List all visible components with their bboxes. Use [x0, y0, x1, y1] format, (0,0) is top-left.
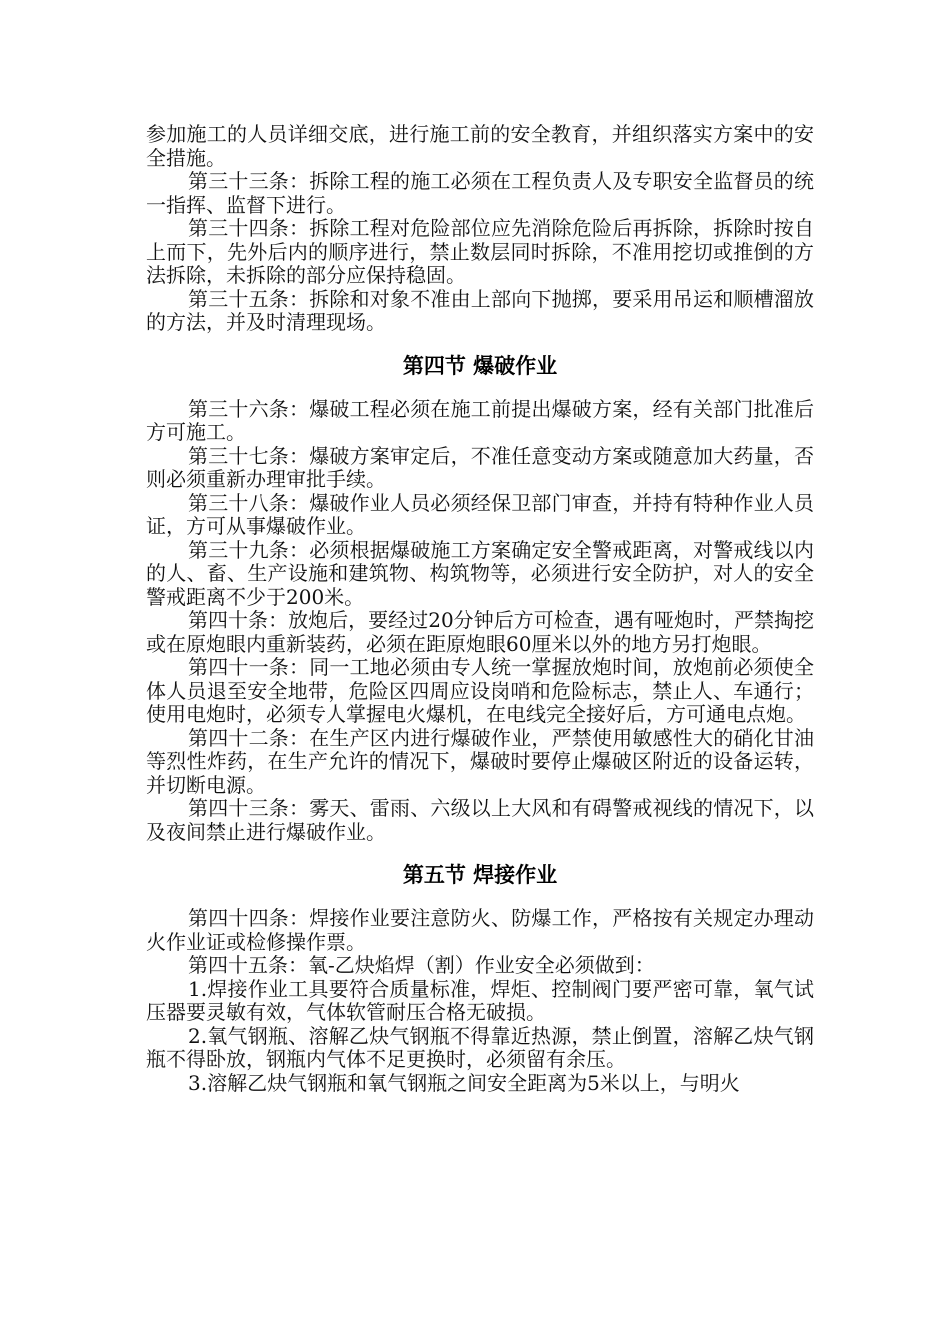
document-page [146, 123, 814, 1095]
list-item-1: 1.焊接作业工具要符合质量标准，焊炬、控制阀门要严密可靠，氧气试压器要灵敏有效，气体软管耐压合格无破损。 [146, 976, 814, 1024]
article-34: 第三十四条：拆除工程对危险部位应先消除危险后再拆除，拆除时按自上而下，先外后内的顺序进行，禁止数层同时拆除，不准用挖切或推倒的方法拆除，未拆除的部分应保持稳固。 [146, 216, 814, 287]
article-43: 第四十三条：雾天、雷雨、六级以上大风和有碍警戒视线的情况下，以及夜间禁止进行爆破作业。 [146, 796, 814, 844]
article-41: 第四十一条：同一工地必须由专人统一掌握放炮时间，放炮前必须使全体人员退至安全地带，危险区四周应设岗哨和危险标志，禁止人、车通行；使用电炮时，必须专人掌握电火爆机，在电线完全接好后，方可通电点炮。 [146, 655, 814, 726]
list-item-3: 3.溶解乙炔气钢瓶和氧气钢瓶之间安全距离为5米以上，与明火 [188, 1070, 740, 1095]
section-heading-blasting: 第四节 爆破作业 [402, 353, 558, 378]
article-44: 第四十四条：焊接作业要注意防火、防爆工作，严格按有关规定办理动火作业证或检修操作票。 [146, 906, 814, 954]
article-42: 第四十二条：在生产区内进行爆破作业，严禁使用敏感性大的硝化甘油等烈性炸药，在生产允许的情况下，爆破时要停止爆破区附近的设备运转，并切断电源。 [146, 725, 814, 797]
article-40: 第四十条：放炮后，要经过20分钟后方可检查，遇有哑炮时，严禁掏挖或在原炮眼内重新装药，必须在距原炮眼60厘米以外的地方另打炮眼。 [146, 608, 814, 656]
article-35: 第三十五条：拆除和对象不准由上部向下抛掷，要采用吊运和顺槽溜放的方法，并及时清理现场。 [146, 286, 814, 334]
list-item-2: 2.氧气钢瓶、溶解乙炔气钢瓶不得靠近热源，禁止倒置，溶解乙炔气钢瓶不得卧放，钢瓶内气体不足更换时，必须留有余压。 [146, 1023, 814, 1071]
paragraph: 参加施工的人员详细交底，进行施工前的安全教育，并组织落实方案中的安全措施。 [146, 122, 814, 170]
article-38: 第三十八条：爆破作业人员必须经保卫部门审查，并持有特种作业人员证，方可从事爆破作业。 [146, 490, 814, 538]
article-33: 第三十三条：拆除工程的施工必须在工程负责人及专职安全监督员的统一指挥、监督下进行。 [146, 169, 814, 217]
section-heading-welding: 第五节 焊接作业 [402, 863, 558, 887]
article-36: 第三十六条：爆破工程必须在施工前提出爆破方案，经有关部门批准后方可施工。 [146, 396, 814, 444]
article-39: 第三十九条：必须根据爆破施工方案确定安全警戒距离，对警戒线以内的人、畜、生产设施和建筑物、构筑物等，必须进行安全防护，对人的安全警戒距离不少于200米。 [146, 537, 814, 609]
article-45: 第四十五条：氧-乙炔焰焊（割）作业安全必须做到： [188, 953, 655, 977]
article-37: 第三十七条：爆破方案审定后，不准任意变动方案或随意加大药量，否则必须重新办理审批手续。 [146, 443, 814, 491]
